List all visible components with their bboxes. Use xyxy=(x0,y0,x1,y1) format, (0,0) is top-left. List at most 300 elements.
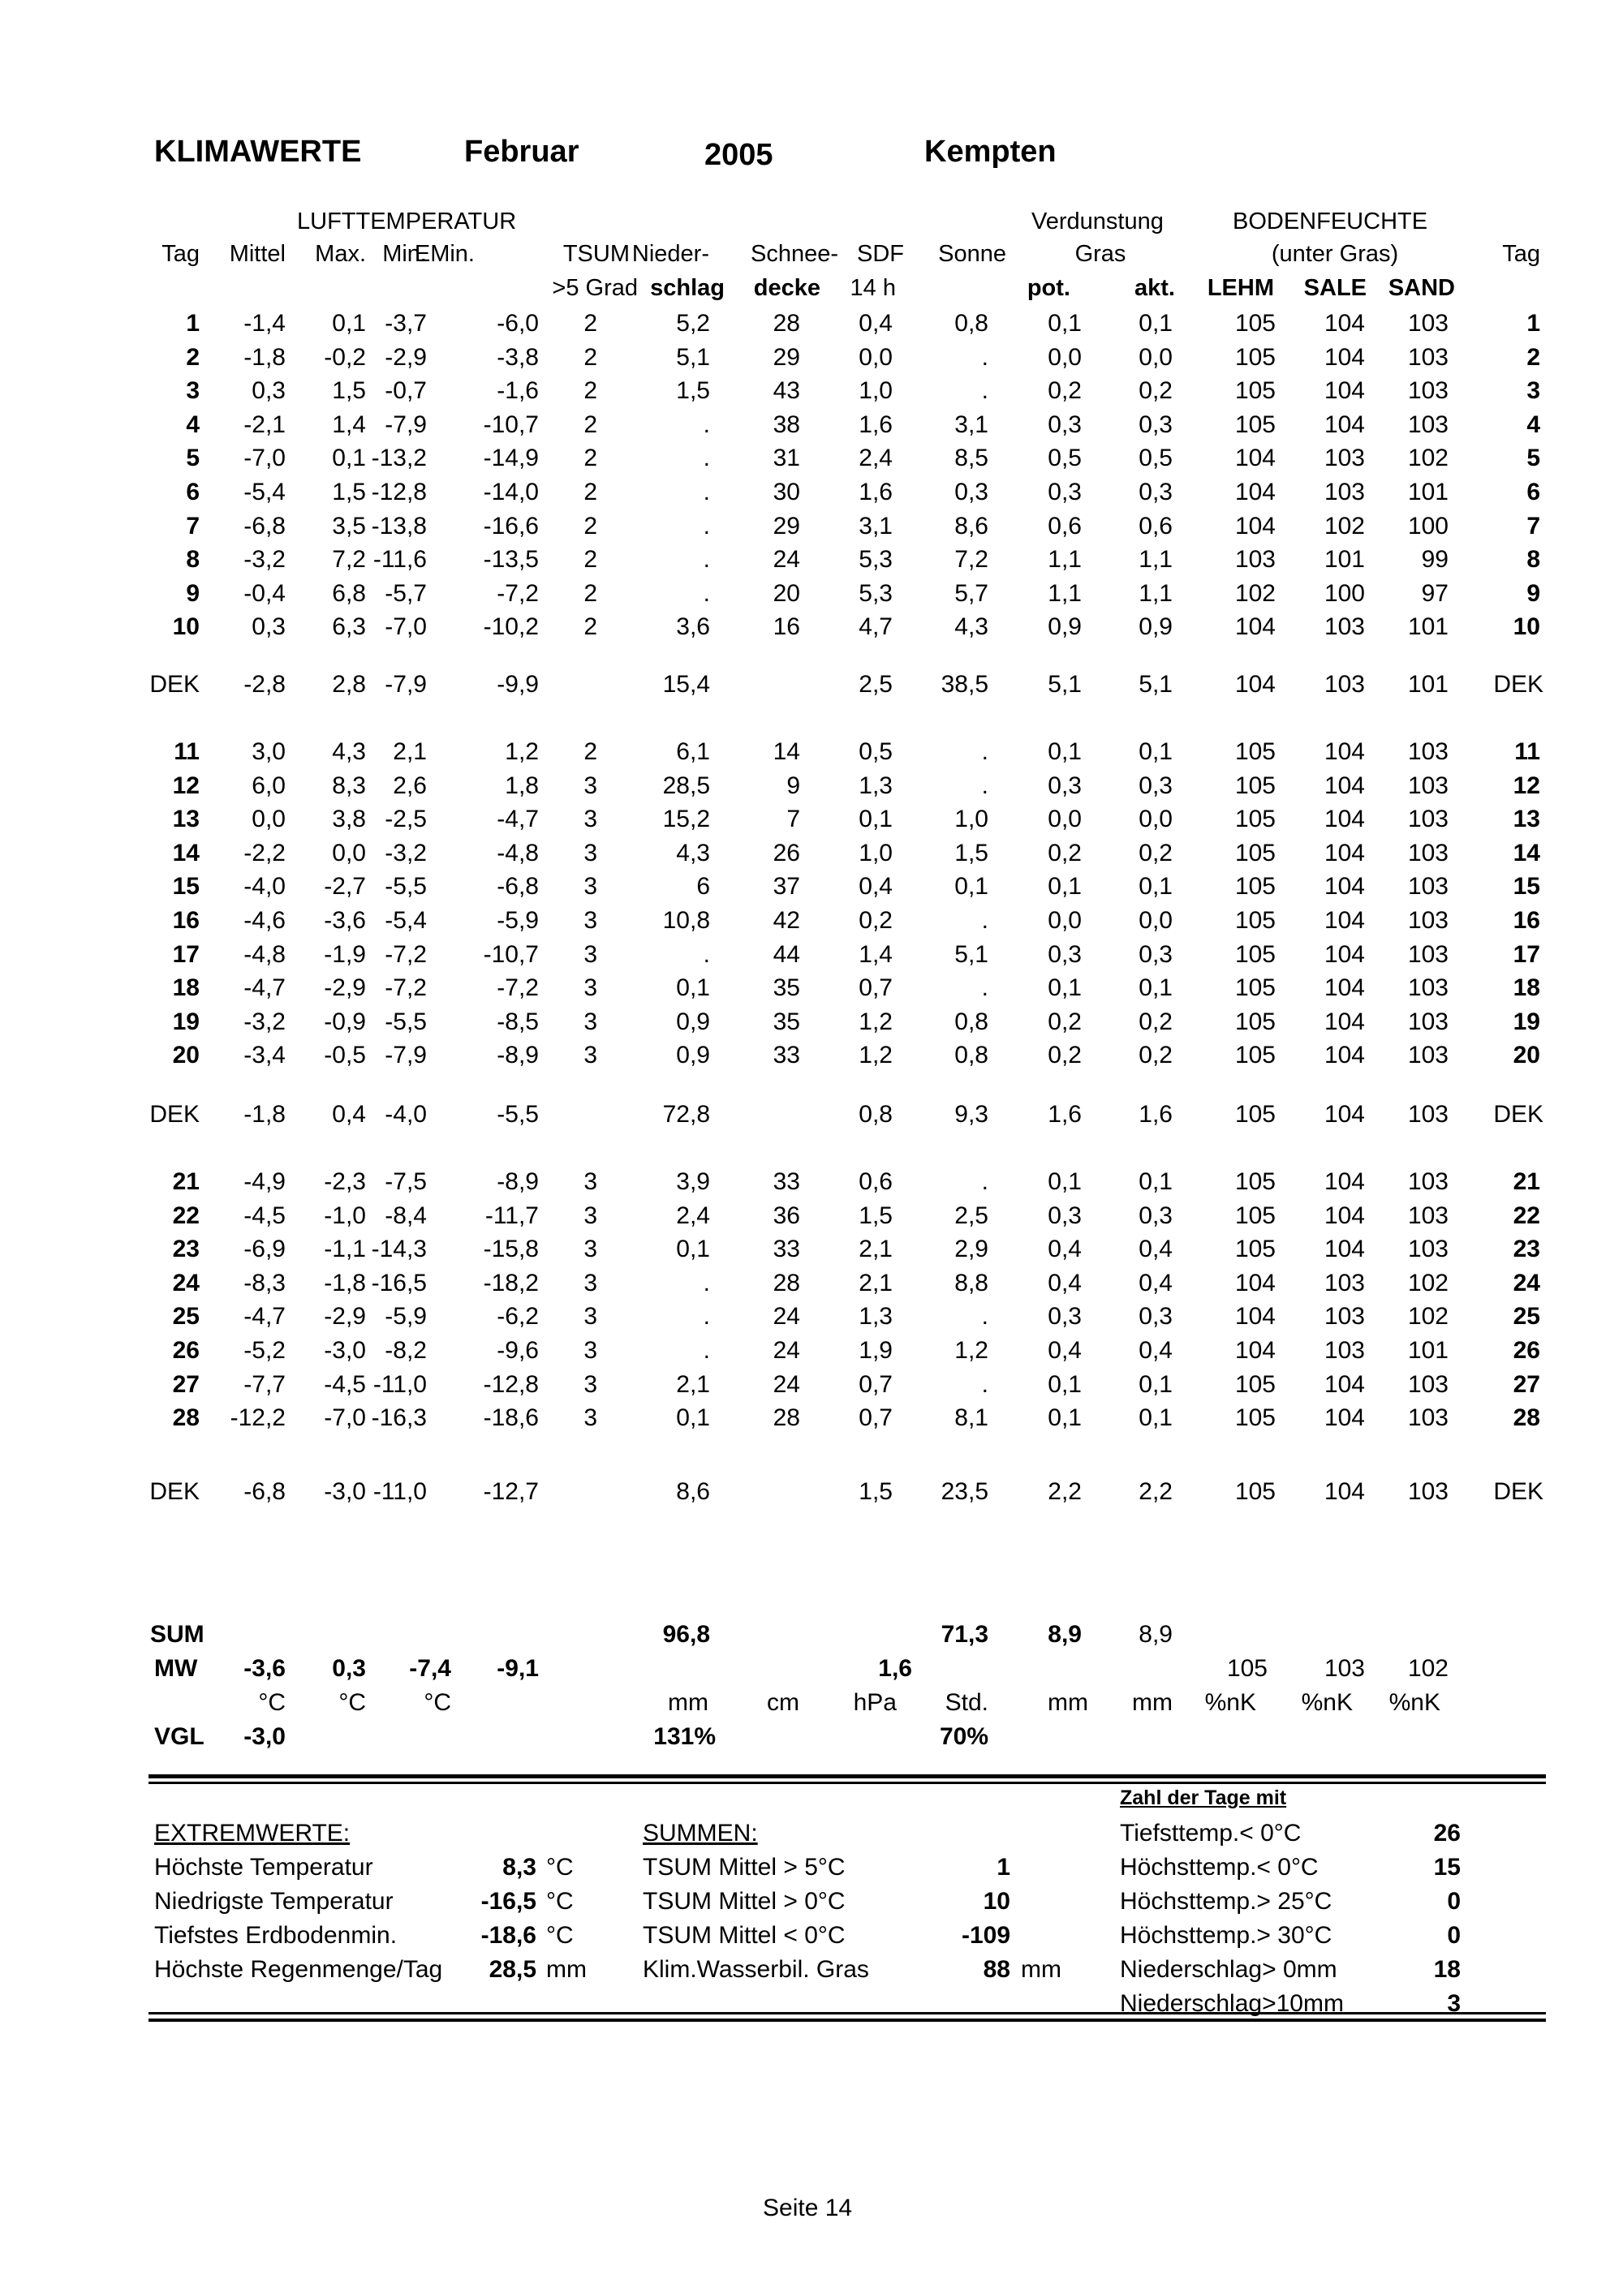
table-cell: 3 xyxy=(583,772,597,799)
vgl-niederschlag: 131% xyxy=(653,1723,716,1750)
table-cell: 8,1 xyxy=(954,1404,988,1432)
table-cell: 0,3 xyxy=(1139,1202,1173,1229)
table-cell: 104 xyxy=(1324,940,1365,968)
extremwerte-label: Höchste Temperatur xyxy=(154,1854,373,1881)
dek-cell: 2,5 xyxy=(859,671,893,698)
table-cell: 105 xyxy=(1234,1236,1276,1263)
table-cell: 0,1 xyxy=(1139,1370,1173,1398)
table-cell: 31 xyxy=(773,445,800,472)
year: 2005 xyxy=(704,138,773,172)
table-cell: 0,0 xyxy=(1048,806,1082,833)
table-cell: 9 xyxy=(1526,579,1540,607)
table-cell: 10 xyxy=(172,613,200,641)
extremwerte-value: 8,3 xyxy=(502,1854,536,1881)
table-cell: 3,1 xyxy=(954,411,988,438)
table-cell: 3,1 xyxy=(859,512,893,540)
table-cell: 5,1 xyxy=(676,343,710,371)
table-cell: 0,9 xyxy=(676,1008,710,1035)
extremwerte-value: -18,6 xyxy=(480,1922,536,1949)
document-title: KLIMAWERTE xyxy=(154,135,362,169)
extremwerte-label: Höchste Regenmenge/Tag xyxy=(154,1956,443,1983)
table-cell: 26 xyxy=(172,1337,200,1364)
table-cell: 104 xyxy=(1324,377,1365,405)
table-cell: 103 xyxy=(1407,772,1449,799)
mw-lehm: 105 xyxy=(1226,1655,1268,1682)
table-cell: 99 xyxy=(1421,546,1449,574)
table-cell: -18,6 xyxy=(483,1404,539,1432)
table-cell: 0,4 xyxy=(1139,1337,1173,1364)
dek-cell: 2,2 xyxy=(1048,1478,1082,1505)
table-cell: . xyxy=(703,1337,710,1364)
table-cell: 103 xyxy=(1324,445,1365,472)
table-cell: -4,7 xyxy=(243,1303,286,1331)
summen-label: TSUM Mittel > 5°C xyxy=(643,1854,846,1881)
table-cell: 3 xyxy=(583,1404,597,1432)
table-cell: -0,4 xyxy=(243,579,286,607)
unit-lehm: %nK xyxy=(1204,1689,1256,1716)
table-cell: -5,7 xyxy=(385,579,427,607)
table-cell: -1,6 xyxy=(497,377,539,405)
table-cell: 2,4 xyxy=(676,1202,710,1229)
table-cell: -14,9 xyxy=(483,445,539,472)
table-cell: 0,1 xyxy=(1048,1404,1082,1432)
table-cell: 8,5 xyxy=(954,445,988,472)
table-cell: 105 xyxy=(1234,1370,1276,1398)
column-subheader-4: 14 h xyxy=(850,275,896,301)
table-cell: 7,2 xyxy=(332,546,366,574)
page-number: Seite 14 xyxy=(763,2195,853,2221)
table-cell: 3 xyxy=(583,907,597,934)
table-cell: 105 xyxy=(1234,738,1276,765)
table-cell: 104 xyxy=(1324,1202,1365,1229)
table-cell: . xyxy=(981,907,988,934)
dek-cell: -6,8 xyxy=(243,1478,286,1505)
table-cell: -5,4 xyxy=(385,907,427,934)
table-cell: 5,1 xyxy=(954,940,988,968)
table-cell: 2,1 xyxy=(676,1370,710,1398)
table-cell: 3 xyxy=(583,1236,597,1263)
dek-cell: 15,4 xyxy=(662,671,710,698)
table-cell: -3,4 xyxy=(243,1042,286,1069)
table-cell: 29 xyxy=(773,343,800,371)
table-cell: -3,2 xyxy=(385,839,427,866)
table-cell: 0,1 xyxy=(1139,310,1173,337)
table-cell: 0,3 xyxy=(252,377,286,405)
table-cell: 0,9 xyxy=(1048,613,1082,641)
table-cell: 103 xyxy=(1407,1370,1449,1398)
table-cell: 3 xyxy=(583,1269,597,1296)
table-cell: 30 xyxy=(773,479,800,505)
table-cell: -8,2 xyxy=(385,1337,427,1364)
table-cell: 105 xyxy=(1234,411,1276,438)
table-cell: 24 xyxy=(172,1269,200,1296)
table-cell: 2 xyxy=(1526,343,1540,371)
table-cell: 0,4 xyxy=(1048,1269,1082,1296)
table-cell: 0,3 xyxy=(1048,1202,1082,1229)
table-cell: 0,3 xyxy=(1048,772,1082,799)
table-cell: -4,8 xyxy=(497,839,539,866)
table-cell: 0,1 xyxy=(1048,974,1082,1002)
table-cell: 13 xyxy=(172,806,200,833)
table-cell: 5,7 xyxy=(954,579,988,607)
table-cell: 25 xyxy=(1513,1303,1540,1331)
table-cell: 104 xyxy=(1324,310,1365,337)
extremwerte-value: -16,5 xyxy=(480,1888,536,1915)
table-cell: 7 xyxy=(786,806,800,833)
dek-cell: DEK xyxy=(149,1101,200,1128)
unit-schnee: cm xyxy=(767,1689,799,1716)
table-cell: 97 xyxy=(1421,579,1449,607)
dek-cell: 2,8 xyxy=(332,671,366,698)
table-cell: 105 xyxy=(1234,377,1276,405)
table-cell: 20 xyxy=(172,1042,200,1069)
table-cell: 24 xyxy=(773,546,800,574)
table-cell: 0,1 xyxy=(1048,310,1082,337)
table-cell: 1,5 xyxy=(332,479,366,505)
table-cell: 0,1 xyxy=(676,1404,710,1432)
table-cell: 15 xyxy=(1513,873,1540,901)
table-cell: 22 xyxy=(1513,1202,1540,1229)
table-cell: 105 xyxy=(1234,806,1276,833)
dek-cell: 8,6 xyxy=(676,1478,710,1505)
table-cell: 105 xyxy=(1234,772,1276,799)
dek-cell: 1,6 xyxy=(1048,1101,1082,1128)
table-cell: 3 xyxy=(583,1202,597,1229)
table-cell: 2 xyxy=(186,343,200,371)
table-cell: -2,1 xyxy=(243,411,286,438)
table-cell: 2 xyxy=(583,310,597,337)
table-cell: 15,2 xyxy=(662,806,710,833)
table-cell: 0,3 xyxy=(1048,411,1082,438)
table-cell: . xyxy=(981,974,988,1002)
table-cell: 104 xyxy=(1324,839,1365,866)
table-cell: 1,6 xyxy=(859,411,893,438)
table-cell: 6 xyxy=(696,873,710,901)
table-cell: 1,3 xyxy=(859,772,893,799)
dek-cell: 1,6 xyxy=(1139,1101,1173,1128)
table-cell: 33 xyxy=(773,1042,800,1069)
table-cell: . xyxy=(703,546,710,574)
table-cell: 103 xyxy=(1407,907,1449,934)
table-cell: 101 xyxy=(1407,613,1449,641)
table-cell: 0,3 xyxy=(1048,940,1082,968)
table-cell: 1,4 xyxy=(332,411,366,438)
summen-heading: SUMMEN: xyxy=(643,1820,758,1847)
table-cell: 4 xyxy=(186,411,200,438)
table-cell: 3 xyxy=(583,1370,597,1398)
table-cell: 104 xyxy=(1324,738,1365,765)
column-header-11: Gras xyxy=(1074,241,1126,267)
dek-cell: -4,0 xyxy=(385,1101,427,1128)
zahl-der-tage-label: Niederschlag> 0mm xyxy=(1120,1956,1337,1983)
table-cell: -6,0 xyxy=(497,310,539,337)
table-cell: 103 xyxy=(1407,1404,1449,1432)
column-header-3: Max. xyxy=(315,241,366,267)
table-cell: 2 xyxy=(583,613,597,641)
table-cell: 14 xyxy=(172,839,200,866)
table-cell: 3 xyxy=(583,1168,597,1195)
table-cell: -4,7 xyxy=(497,806,539,833)
dek-cell: 72,8 xyxy=(662,1101,710,1128)
table-cell: 18 xyxy=(1513,974,1540,1002)
zahl-der-tage-label: Höchsttemp.< 0°C xyxy=(1120,1854,1319,1881)
table-cell: -5,5 xyxy=(385,873,427,901)
table-cell: -4,5 xyxy=(324,1370,366,1398)
table-cell: 0,2 xyxy=(1048,1042,1082,1069)
table-cell: 2,1 xyxy=(859,1269,893,1296)
table-cell: -1,0 xyxy=(324,1202,366,1229)
dek-cell: 38,5 xyxy=(941,671,988,698)
table-cell: 103 xyxy=(1407,377,1449,405)
table-cell: 3 xyxy=(583,806,597,833)
dek-cell: -5,5 xyxy=(497,1101,539,1128)
table-cell: 33 xyxy=(773,1236,800,1263)
summen-label: Klim.Wasserbil. Gras xyxy=(643,1956,869,1983)
table-cell: 5 xyxy=(186,445,200,472)
table-cell: 2,1 xyxy=(393,738,427,765)
table-cell: -2,9 xyxy=(385,343,427,371)
table-cell: 0,1 xyxy=(332,310,366,337)
table-cell: -9,6 xyxy=(497,1337,539,1364)
table-cell: -1,4 xyxy=(243,310,286,337)
table-cell: -13,2 xyxy=(371,445,427,472)
table-cell: 1,1 xyxy=(1139,546,1173,574)
table-cell: 103 xyxy=(1324,1337,1365,1364)
table-cell: 101 xyxy=(1407,479,1449,505)
unit-akt: mm xyxy=(1132,1689,1173,1716)
table-cell: -2,5 xyxy=(385,806,427,833)
table-cell: 0,4 xyxy=(859,873,893,901)
table-cell: 0,6 xyxy=(1048,512,1082,540)
table-cell: 28 xyxy=(773,1269,800,1296)
table-cell: 0,4 xyxy=(1048,1337,1082,1364)
table-cell: 1,2 xyxy=(859,1042,893,1069)
table-cell: 1,1 xyxy=(1139,579,1173,607)
table-cell: 2,9 xyxy=(954,1236,988,1263)
table-cell: -1,8 xyxy=(324,1269,366,1296)
separator-line-top-1 xyxy=(149,1774,1546,1778)
summen-value: 88 xyxy=(983,1956,1010,1983)
summen-value: 10 xyxy=(983,1888,1010,1915)
table-cell: 14 xyxy=(773,738,800,765)
table-cell: 10 xyxy=(1513,613,1540,641)
table-cell: 104 xyxy=(1324,772,1365,799)
table-cell: 4,3 xyxy=(332,738,366,765)
column-header-1: Tag xyxy=(161,241,200,267)
table-cell: 105 xyxy=(1234,1008,1276,1035)
dek-cell: 0,4 xyxy=(332,1101,366,1128)
table-cell: . xyxy=(981,343,988,371)
table-cell: 29 xyxy=(773,512,800,540)
zahl-der-tage-value: 26 xyxy=(1433,1820,1461,1847)
table-cell: -13,8 xyxy=(371,512,427,540)
table-cell: 1,2 xyxy=(859,1008,893,1035)
table-cell: 20 xyxy=(773,579,800,607)
separator-line-bottom-2 xyxy=(149,2019,1546,2022)
table-cell: 8,6 xyxy=(954,512,988,540)
dek-cell: -7,9 xyxy=(385,671,427,698)
table-cell: 104 xyxy=(1234,1337,1276,1364)
dek-cell: 2,2 xyxy=(1139,1478,1173,1505)
table-cell: 1,1 xyxy=(1048,546,1082,574)
mw-max: 0,3 xyxy=(332,1655,366,1682)
mw-min: -7,4 xyxy=(409,1655,451,1682)
table-cell: 0,9 xyxy=(1139,613,1173,641)
table-cell: 0,4 xyxy=(1048,1236,1082,1263)
table-cell: 4,3 xyxy=(676,839,710,866)
table-cell: 18 xyxy=(172,974,200,1002)
table-cell: -11,7 xyxy=(484,1202,539,1229)
table-cell: 0,4 xyxy=(1139,1236,1173,1263)
table-cell: 1,2 xyxy=(505,738,539,765)
table-cell: 27 xyxy=(172,1370,200,1398)
table-cell: 6,8 xyxy=(332,579,366,607)
table-cell: 28,5 xyxy=(662,772,710,799)
table-cell: -12,8 xyxy=(483,1370,539,1398)
table-cell: 2 xyxy=(583,445,597,472)
table-cell: -6,8 xyxy=(243,512,286,540)
summen-label: TSUM Mittel < 0°C xyxy=(643,1922,846,1949)
mw-sale: 103 xyxy=(1324,1655,1365,1682)
table-cell: 103 xyxy=(1324,613,1365,641)
table-cell: 103 xyxy=(1407,873,1449,901)
table-cell: -4,9 xyxy=(243,1168,286,1195)
table-cell: -7,0 xyxy=(385,613,427,641)
column-header-12: (unter Gras) xyxy=(1271,241,1399,267)
table-cell: . xyxy=(981,1370,988,1398)
table-cell: 0,1 xyxy=(954,873,988,901)
table-cell: -3,8 xyxy=(497,343,539,371)
dek-cell: 23,5 xyxy=(941,1478,988,1505)
table-cell: 104 xyxy=(1324,1008,1365,1035)
table-cell: 26 xyxy=(1513,1337,1540,1364)
table-cell: 24 xyxy=(1513,1269,1540,1296)
table-cell: 0,2 xyxy=(1048,377,1082,405)
mw-sdf: 1,6 xyxy=(878,1655,912,1682)
table-cell: 0,5 xyxy=(1048,445,1082,472)
table-cell: -2,7 xyxy=(324,873,366,901)
table-cell: 104 xyxy=(1234,445,1276,472)
table-cell: 5 xyxy=(1526,445,1540,472)
table-cell: -8,9 xyxy=(497,1168,539,1195)
table-cell: 0,8 xyxy=(954,310,988,337)
table-cell: 1,0 xyxy=(859,839,893,866)
zahl-der-tage-label: Höchsttemp.> 25°C xyxy=(1120,1888,1332,1915)
table-cell: 1 xyxy=(186,310,200,337)
unit-sale: %nK xyxy=(1301,1689,1353,1716)
table-cell: 0,1 xyxy=(859,806,893,833)
table-cell: 2 xyxy=(583,738,597,765)
table-cell: 0,3 xyxy=(954,479,988,505)
table-cell: 42 xyxy=(773,907,800,934)
zahl-der-tage-value: 3 xyxy=(1447,1990,1461,2017)
table-cell: 0,1 xyxy=(332,445,366,472)
table-cell: 0,2 xyxy=(1139,1042,1173,1069)
table-cell: 0,7 xyxy=(859,1370,893,1398)
summen-unit: mm xyxy=(1021,1956,1061,1983)
dek-cell: DEK xyxy=(149,671,200,698)
table-cell: 2 xyxy=(583,546,597,574)
zahl-der-tage-value: 18 xyxy=(1433,1956,1461,1983)
summen-value: 1 xyxy=(997,1854,1010,1881)
month: Februar xyxy=(464,135,579,169)
table-cell: -7,2 xyxy=(497,579,539,607)
extremwerte-unit: °C xyxy=(546,1854,574,1881)
table-cell: 105 xyxy=(1234,1168,1276,1195)
table-cell: 0,8 xyxy=(954,1042,988,1069)
table-cell: 1,2 xyxy=(954,1337,988,1364)
table-cell: . xyxy=(981,772,988,799)
dek-cell: 104 xyxy=(1234,671,1276,698)
table-cell: 105 xyxy=(1234,343,1276,371)
table-cell: 0,0 xyxy=(1048,343,1082,371)
table-cell: -12,8 xyxy=(371,479,427,505)
table-cell: 0,0 xyxy=(859,343,893,371)
table-cell: 7 xyxy=(1526,512,1540,540)
table-cell: 0,3 xyxy=(1139,411,1173,438)
table-cell: 105 xyxy=(1234,873,1276,901)
table-cell: 14 xyxy=(1513,839,1540,866)
table-cell: 104 xyxy=(1234,1303,1276,1331)
column-subheader-8: SALE xyxy=(1303,275,1367,301)
table-cell: -2,9 xyxy=(324,974,366,1002)
table-cell: -4,5 xyxy=(243,1202,286,1229)
table-cell: 21 xyxy=(1513,1168,1540,1195)
table-cell: 102 xyxy=(1407,1303,1449,1331)
table-cell: -5,5 xyxy=(385,1008,427,1035)
column-subheader-9: SAND xyxy=(1388,275,1455,301)
table-cell: 103 xyxy=(1407,839,1449,866)
table-cell: -10,7 xyxy=(483,940,539,968)
table-cell: -0,9 xyxy=(324,1008,366,1035)
table-cell: 11 xyxy=(174,738,200,765)
table-cell: 100 xyxy=(1324,579,1365,607)
table-cell: 0,8 xyxy=(954,1008,988,1035)
table-cell: 5,2 xyxy=(676,310,710,337)
dek-cell: -1,8 xyxy=(243,1101,286,1128)
dek-cell: 5,1 xyxy=(1048,671,1082,698)
table-cell: 0,1 xyxy=(676,974,710,1002)
table-cell: 104 xyxy=(1324,411,1365,438)
dek-cell: 103 xyxy=(1407,1478,1449,1505)
table-cell: . xyxy=(703,445,710,472)
table-cell: 104 xyxy=(1324,343,1365,371)
table-cell: -6,8 xyxy=(497,873,539,901)
dek-cell: -12,7 xyxy=(483,1478,539,1505)
table-cell: 105 xyxy=(1234,974,1276,1002)
table-cell: -7,5 xyxy=(385,1168,427,1195)
dek-cell: 101 xyxy=(1407,671,1449,698)
summen-value: -109 xyxy=(961,1922,1010,1949)
table-cell: 3 xyxy=(583,839,597,866)
table-cell: 0,0 xyxy=(332,839,366,866)
table-cell: 24 xyxy=(773,1337,800,1364)
table-cell: 11 xyxy=(1514,738,1540,765)
table-cell: 3 xyxy=(583,1042,597,1069)
table-cell: 16 xyxy=(773,613,800,641)
dek-cell: -3,0 xyxy=(324,1478,366,1505)
table-cell: 0,4 xyxy=(1139,1269,1173,1296)
table-cell: -7,0 xyxy=(324,1404,366,1432)
table-cell: 7,2 xyxy=(954,546,988,574)
table-cell: 105 xyxy=(1234,1042,1276,1069)
table-cell: -13,5 xyxy=(483,546,539,574)
table-cell: 0,2 xyxy=(859,907,893,934)
table-cell: 0,2 xyxy=(1139,377,1173,405)
zahl-der-tage-label: Tiefsttemp.< 0°C xyxy=(1120,1820,1302,1847)
table-cell: 0,0 xyxy=(1139,343,1173,371)
table-cell: 1,4 xyxy=(859,940,893,968)
